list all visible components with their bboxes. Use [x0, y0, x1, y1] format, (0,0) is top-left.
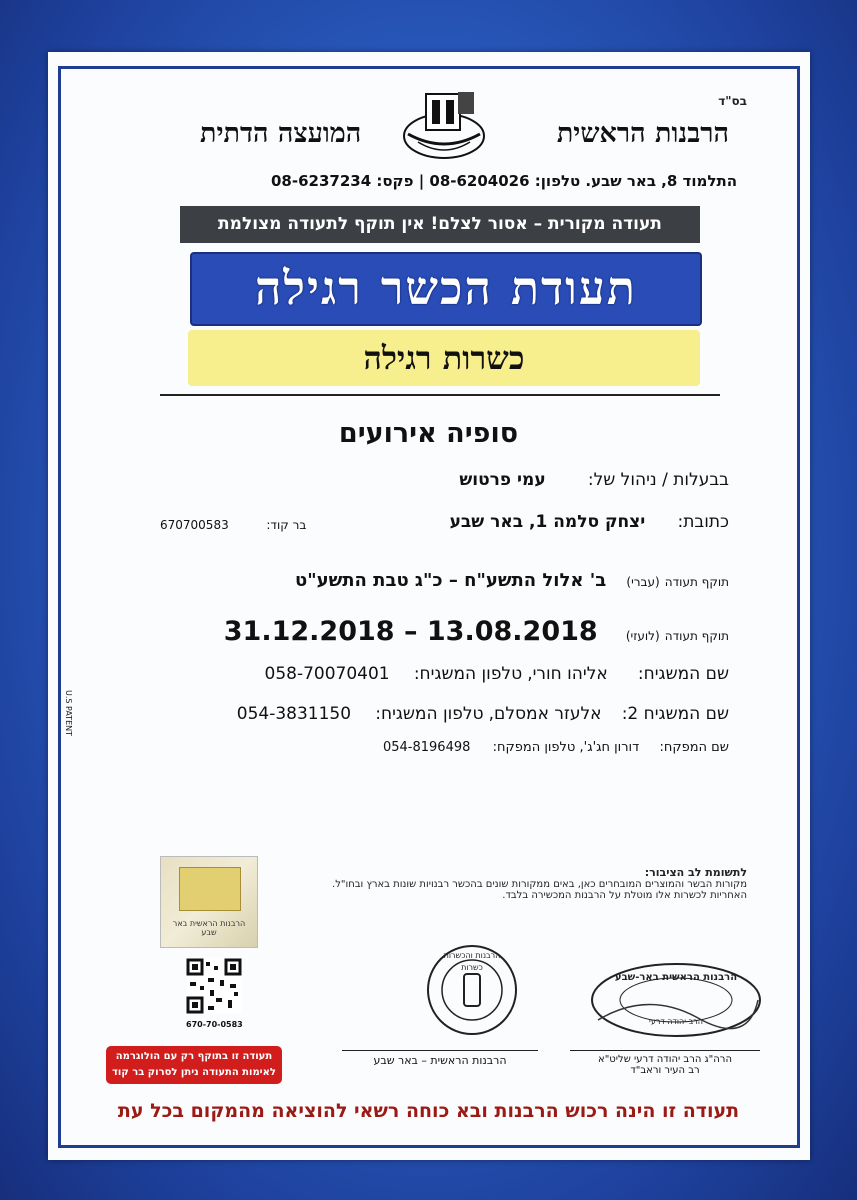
address-label: כתובת:: [677, 512, 729, 532]
inspector-row: [383, 740, 729, 755]
public-notice-title: לתשומת לב הציבור:: [644, 866, 747, 879]
address-value: יצחק סלמה 1, באר שבע: [449, 512, 646, 532]
supervisor1-phone-label: טלפון המשגיח:: [413, 664, 523, 684]
inspector-label: שם המפקח:: [659, 740, 729, 755]
rabbinate-heading: הרבנות הראשית: [556, 118, 729, 149]
hebrew-validity-row: [295, 570, 729, 591]
gregorian-validity-row: [224, 616, 729, 647]
hebrew-validity-sub: (עברי): [626, 575, 660, 589]
inspector-name: דורון חג'ג',: [579, 740, 640, 755]
public-notice: [327, 866, 747, 901]
owner-row: [459, 470, 729, 490]
certificate-title: תעודת הכשר רגילה: [190, 252, 702, 326]
hologram-warning-line1: תעודה זו בתוקף רק עם הולוגרמה: [115, 1051, 273, 1062]
hologram-warning-box: [106, 1046, 282, 1084]
hologram-warning-line2: לאימות התעודה ניתן לסרוק בר קוד: [112, 1067, 276, 1078]
inspector-phone-label: טלפון המפקח:: [492, 740, 576, 755]
right-signature-line1: הרה"ג הרב יהודה דרעי שליט"א: [598, 1054, 732, 1065]
divider-line: [160, 394, 720, 396]
bsd-mark: בס"ד: [718, 94, 747, 108]
original-notice-banner: תעודה מקורית – אסור לצלם! אין תוקף לתעודה מצולמת: [180, 206, 700, 243]
right-signature-line: [570, 1050, 760, 1051]
barcode-value: 670700583: [160, 518, 229, 532]
council-heading: המועצה הדתית: [200, 118, 362, 149]
hologram-text: הרבנות הראשית באר שבע: [172, 919, 246, 937]
supervisor1-name: אליהו חורי,: [527, 664, 608, 684]
qr-code-label: 670-70-0583: [186, 1020, 243, 1029]
gregorian-validity-dates: 31.12.2018 – 13.08.2018: [223, 616, 598, 647]
hebrew-validity-dates: ב' אלול התשע"ח – כ"ג טבת התשע"ט: [295, 570, 607, 591]
left-signature-caption: הרבנות הראשית – באר שבע: [373, 1054, 507, 1067]
right-signature-line2: רב העיר וראב"ד: [630, 1065, 700, 1076]
supervisor1-label: שם המשגיח:: [637, 664, 729, 684]
qr-code-icon: [186, 958, 242, 1014]
round-stamp-icon: [424, 942, 520, 1038]
oval-stamp-icon: [588, 960, 764, 1040]
patent-mark: U.S PATENT: [64, 690, 73, 736]
round-stamp-center: כשרות: [461, 963, 483, 972]
supervisor2-row: [237, 704, 729, 724]
gregorian-validity-label: תוקף תעודה: [664, 629, 729, 643]
left-signature-line: [342, 1050, 538, 1051]
hebrew-validity-label: תוקף תעודה: [664, 575, 729, 589]
address-row: [450, 512, 729, 532]
supervisor2-phone-label: טלפון המשגיח:: [375, 704, 484, 724]
supervisor1-phone: 058-70070401: [264, 664, 390, 684]
round-stamp-text: הרבנות והכשרות: [443, 951, 501, 960]
gregorian-validity-sub: (לועזי): [625, 629, 660, 643]
owner-value: עמי פרטוש: [459, 470, 546, 490]
hologram-sticker: [160, 856, 258, 948]
owner-label: בבעלות / ניהול של:: [587, 470, 729, 490]
barcode-label: בר קוד:: [266, 518, 307, 532]
oval-stamp-line1: הרבנות הראשית באר-שבע: [614, 972, 738, 983]
address-line: התלמוד 8, באר שבע. טלפון: 08-6204026 | פקס: 08-6237234: [270, 172, 737, 190]
supervisor2-phone: 054-3831150: [236, 704, 352, 724]
footer-ownership-notice: תעודה זו הינה רכוש הרבנות ובא כוחה רשאי להוציאה מהמקום בכל עת: [117, 1100, 740, 1122]
inspector-phone: 054-8196498: [382, 740, 471, 755]
public-notice-body: מקורות הבשר והמוצרים המובחרים כאן, באים ממקורות שונים בהכשר רבנויות שונות בארץ ובחו"ל. האחריות לכשרות אלו מוטלת על הרבנות המכשירה בלבד.: [332, 879, 747, 901]
business-name: סופיה אירועים: [338, 418, 519, 449]
supervisor1-row: [265, 664, 729, 684]
kashrut-level-banner: כשרות רגילה: [188, 330, 700, 386]
oval-stamp-line2: הרב יהודה דרעי: [649, 1017, 703, 1026]
rabbinate-emblem-icon: [398, 84, 490, 164]
hologram-seal-icon: [179, 867, 241, 911]
supervisor2-label: שם המשגיח 2:: [621, 704, 729, 724]
right-signature-caption: [570, 1054, 760, 1076]
supervisor2-name: אלעזר אמסלם,: [488, 704, 602, 724]
barcode-row: [160, 518, 306, 532]
